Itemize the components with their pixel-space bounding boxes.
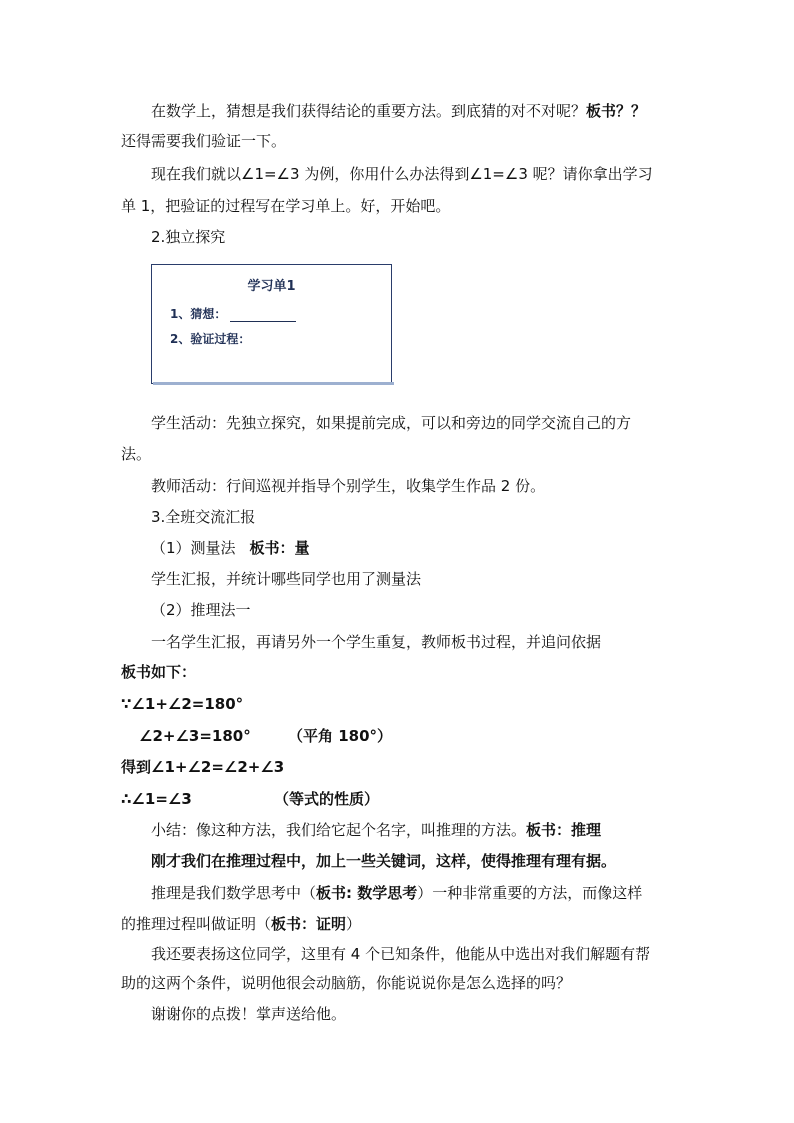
paragraph-conjecture-line2: 还得需要我们验证一下。: [121, 132, 287, 150]
proof-step-4: ∴∠1=∠3: [121, 790, 192, 808]
worksheet-item-verify: 2、验证过程：: [170, 332, 251, 346]
proof-step-4-reason: （等式的性质）: [274, 790, 380, 808]
student-activity-line1: 学生活动：先独立探究，如果提前完成，可以和旁边的同学交流自己的方: [151, 414, 632, 432]
paragraph-example-line2: 单 1，把验证的过程写在学习单上。好，开始吧。: [121, 197, 451, 215]
method-measure: [151, 538, 310, 558]
board-note-measure: 板书：量: [249, 539, 310, 557]
board-heading: 板书如下：: [121, 663, 197, 681]
board-note-proof: 板书：证明: [271, 915, 347, 933]
reasoning-text-a: 推理是我们数学思考中（: [151, 884, 317, 902]
section-heading-report: 3.全班交流汇报: [151, 508, 256, 526]
worksheet-title: 学习单1: [247, 279, 296, 294]
praise-line2: 助的这两个条件，说明他很会动脑筋，你能说说你是怎么选择的吗？: [121, 974, 572, 992]
conjecture-text: 在数学上，猜想是我们获得结论的重要方法。到底猜的对不对呢？: [151, 102, 587, 120]
student-activity-line2: 法。: [121, 445, 152, 463]
board-note-math-thinking: 板书: 数学思考: [316, 884, 418, 902]
method-measure-label: （1）测量法: [151, 539, 236, 557]
worksheet-item-guess-label: 1、猜想：: [170, 307, 227, 321]
section-heading-independent: 2.独立探究: [151, 228, 226, 246]
paragraph-conjecture-line1: [151, 101, 646, 121]
board-note-reasoning: 板书：推理: [526, 821, 602, 839]
reasoning-text-b-end: ）: [346, 915, 362, 933]
worksheet-card: [151, 264, 392, 384]
method-reasoning: （2）推理法一: [151, 601, 251, 619]
worksheet-item-guess: [170, 305, 296, 322]
method-measure-report: 学生汇报，并统计哪些同学也用了测量法: [151, 570, 422, 588]
teacher-activity: 教师活动：行间巡视并指导个别学生，收集学生作品 2 份。: [151, 477, 546, 495]
reasoning-text-a-end: ）一种非常重要的方法，而像这样: [417, 884, 643, 902]
praise-line1: 我还要表扬这位同学，这里有 4 个已知条件，他能从中选出对我们解题有帮: [151, 945, 651, 963]
summary: [151, 820, 601, 840]
method-reasoning-report: 一名学生汇报，再请另外一个学生重复，教师板书过程，并追问依据: [151, 633, 602, 651]
summary-text: 小结：像这种方法，我们给它起个名字，叫推理的方法。: [151, 821, 527, 839]
board-note: 板书？？: [586, 102, 647, 120]
reasoning-text-b: 的推理过程叫做证明（: [121, 915, 272, 933]
answer-blank: [230, 309, 296, 322]
proof-step-3: 得到∠1+∠2=∠2+∠3: [121, 758, 285, 776]
proof-step-2: ∠2+∠3=180°: [139, 727, 251, 745]
proof-step-2-reason: （平角 180°）: [288, 727, 393, 745]
reasoning-line1: [151, 883, 642, 903]
emphasis: 刚才我们在推理过程中，加上一些关键词，这样，使得推理有理有据。: [151, 852, 617, 870]
paragraph-example-line1: 现在我们就以∠1=∠3 为例，你用什么办法得到∠1=∠3 呢？请你拿出学习: [151, 165, 653, 183]
proof-step-1: ∵∠1+∠2=180°: [121, 695, 244, 713]
reasoning-line2: [121, 914, 361, 934]
thanks-line: 谢谢你的点拨！掌声送给他。: [151, 1005, 347, 1023]
worksheet-shadow: [153, 382, 394, 385]
